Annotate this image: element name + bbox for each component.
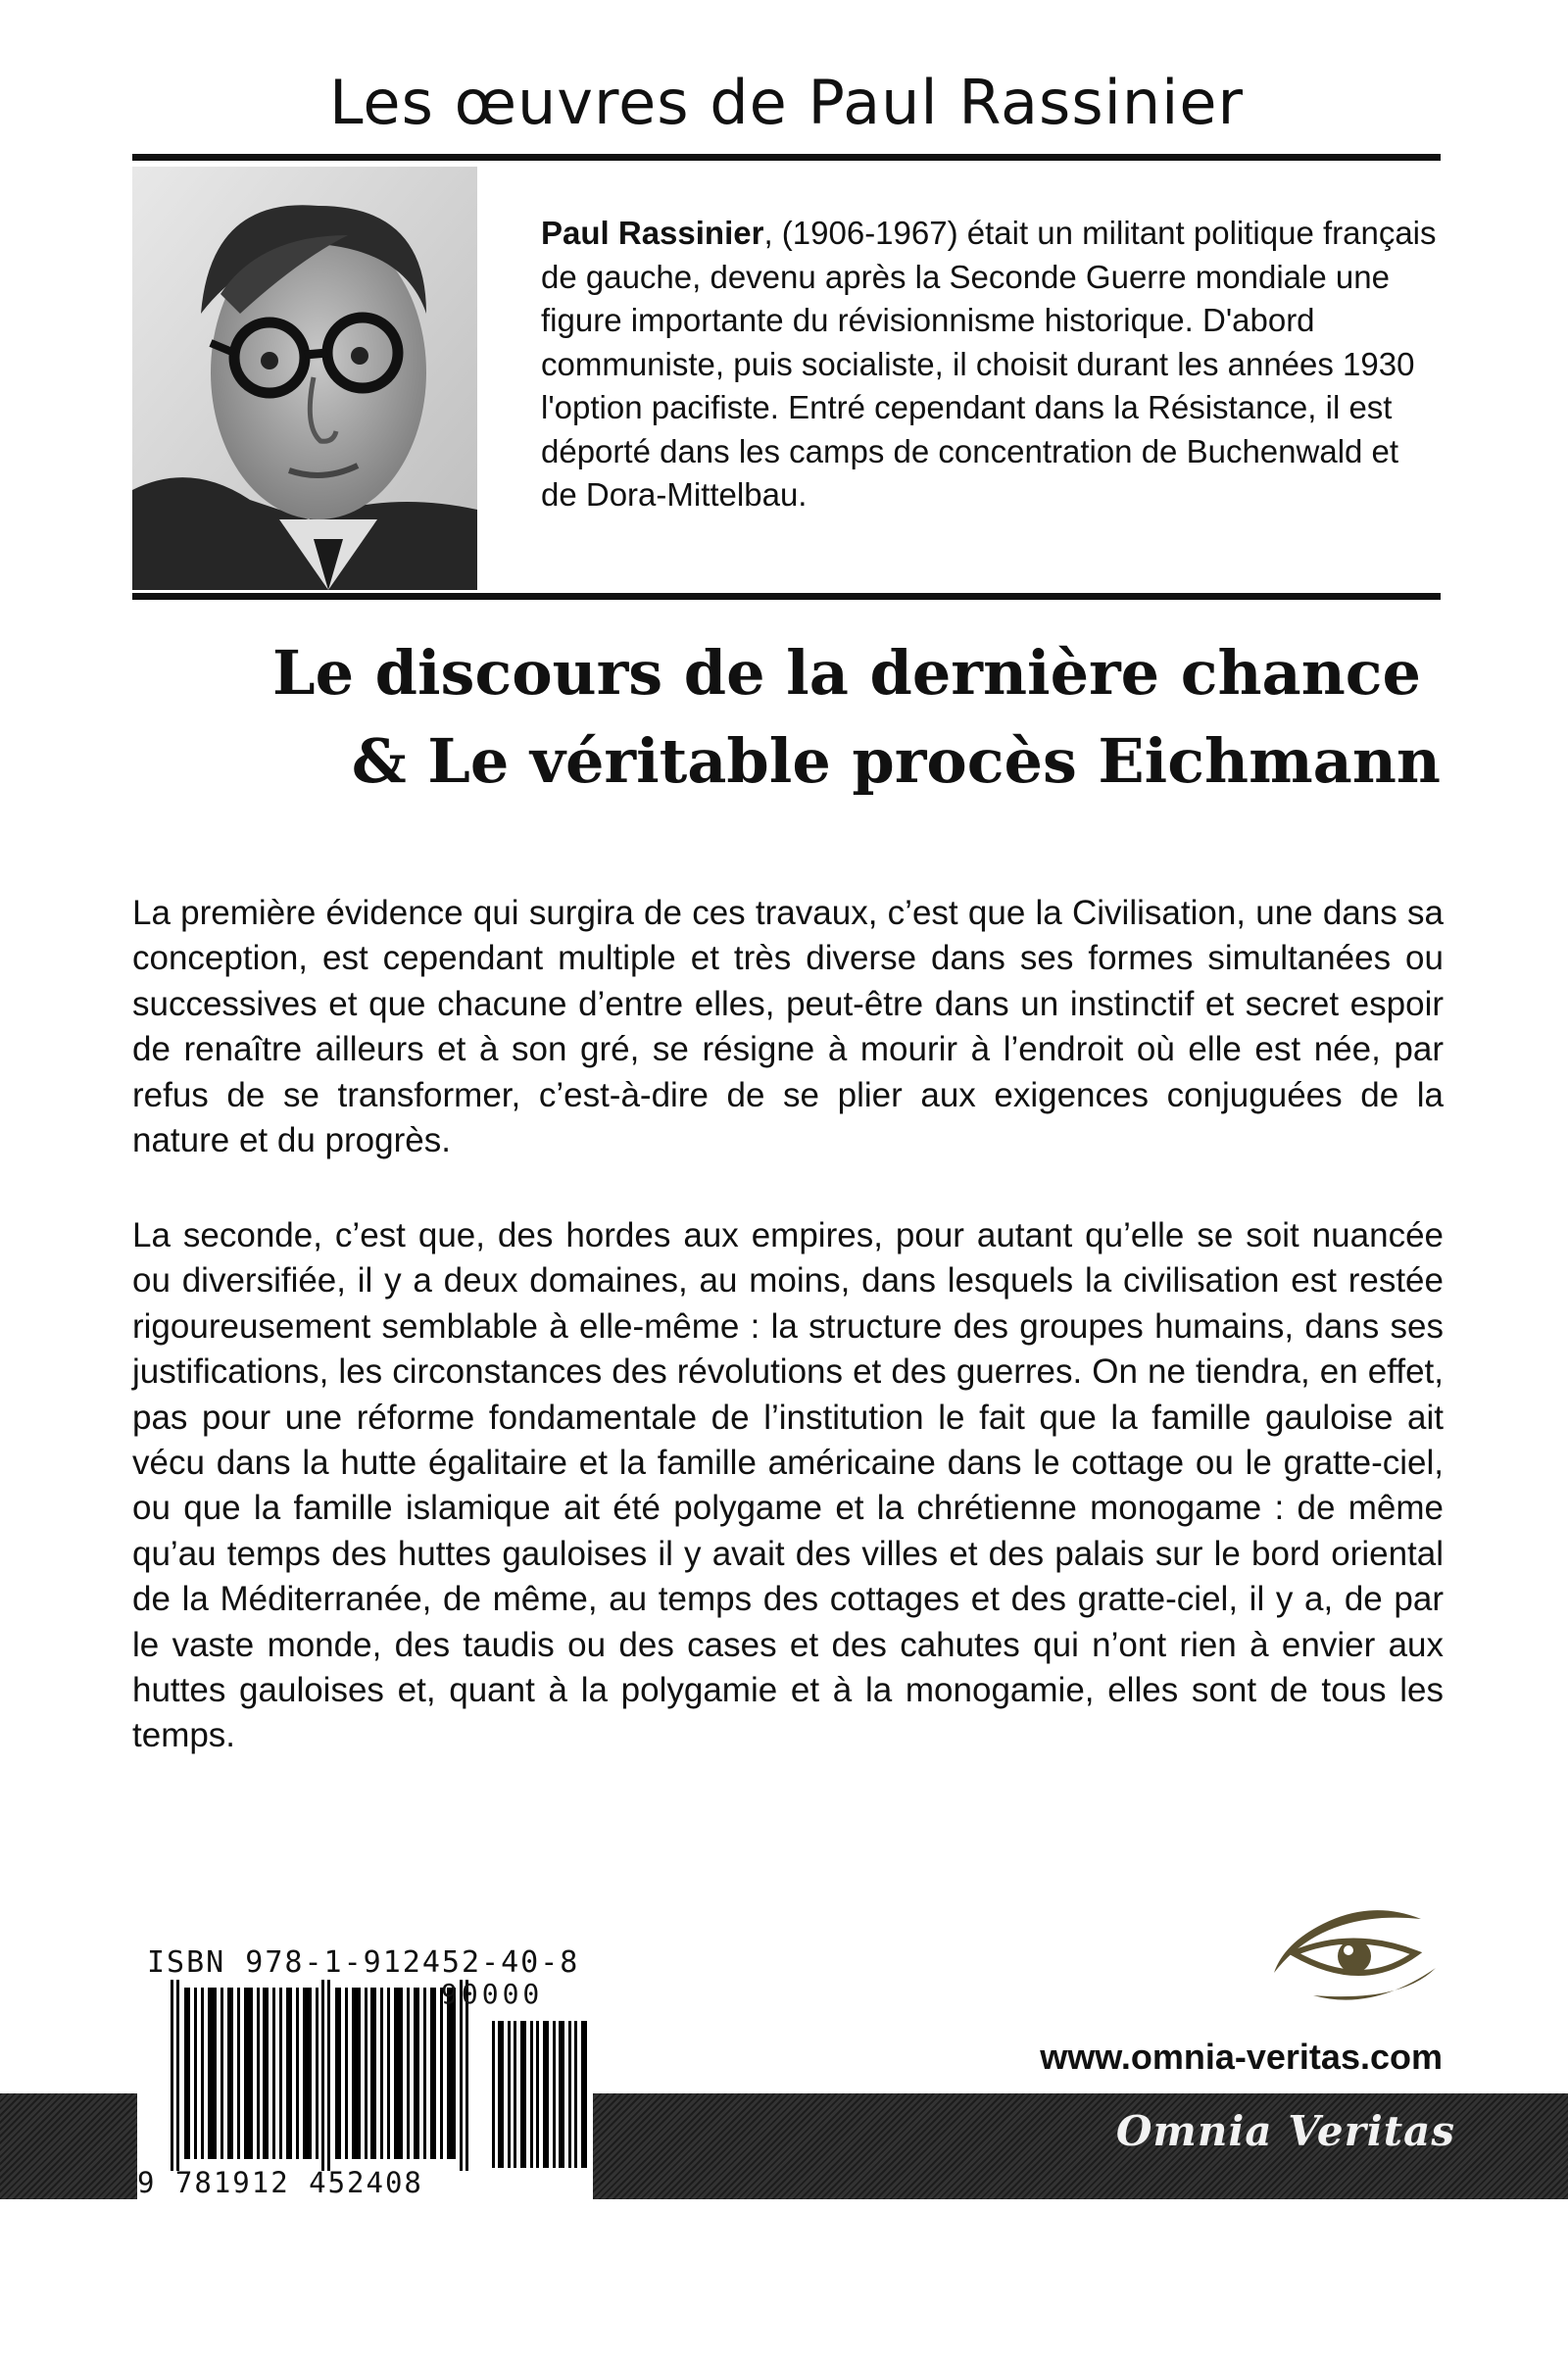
book-title-line-1: Le discours de la dernière chance	[272, 637, 1421, 709]
body-paragraph-1: La première évidence qui surgira de ces travaux, c’est que la Civilisation, une dans sa conception, est cependant multiple et très diverse dans ses formes simultanées ou successives et que chacune d’entre elles, peut-être dans un instinctif et secret espoir de renaître ailleurs et à son gré, se résigne à mourir à l’endroit où elle est née, par refus de se transformer, c’est-à-dire de se plier aux exigences conjuguées de la nature et du progrès.	[132, 894, 1444, 1160]
author-portrait	[132, 167, 477, 590]
barcode-addon: 90000	[441, 1978, 544, 2010]
author-bio	[541, 212, 1443, 517]
eye-logo-icon	[1254, 1880, 1450, 2032]
publisher-website: www.omnia-veritas.com	[1040, 2037, 1443, 2077]
barcode-digits: 9 781912 452408	[137, 2166, 423, 2199]
book-title-line-2: & Le véritable procès Eichmann	[351, 725, 1441, 797]
middle-divider	[132, 593, 1441, 600]
author-bio-text: , (1906-1967) était un militant politique français de gauche, devenu après la Seconde Guerre mondiale une figure importante du révisionnisme historique. D'abord communiste, puis socialiste, il choisit durant les années 1930 l'option pacifiste. Entré cependant dans la Résistance, il est déporté dans les camps de concentration de Buchenwald et de Dora-Mittelbau.	[541, 215, 1437, 513]
body-paragraph-2: La seconde, c’est que, des hordes aux empires, pour autant qu’elle se soit nuancée ou diversifiée, il y a deux domaines, au moins, dans lesquels la civilisation est restée rigoureusement semblable à elle-même : la structure des groupes humains, dans ses justifications, les circonstances des révolutions et des guerres. On ne tiendra, en effet, pas pour une réforme fondamentale de l’institution le fait que la famille gauloise ait vécu dans la hutte égalitaire et la famille américaine dans le cottage ou le gratte-ciel, ou que la famille islamique ait été polygame et la chrétienne monogame : de même qu’au temps des huttes gauloises il y avait des villes et des palais sur le bord oriental de la Méditerranée, de même, au temps des cottages et des gratte-ciel, il y a, de par le vaste monde, des taudis ou des cases et des cahutes qui n’ont rien à envier aux huttes gauloises et, quant à la polygamie et à la monogamie, elles sont de tous les temps.	[132, 1216, 1444, 1755]
top-divider	[132, 154, 1441, 161]
publisher-name: Omnia Veritas	[1115, 2107, 1455, 2155]
series-title: Les œuvres de Paul Rassinier	[328, 67, 1245, 138]
author-name: Paul Rassinier	[541, 215, 764, 251]
footer-band-left	[0, 2093, 137, 2199]
isbn-label: ISBN 978-1-912452-40-8	[147, 1945, 580, 1980]
